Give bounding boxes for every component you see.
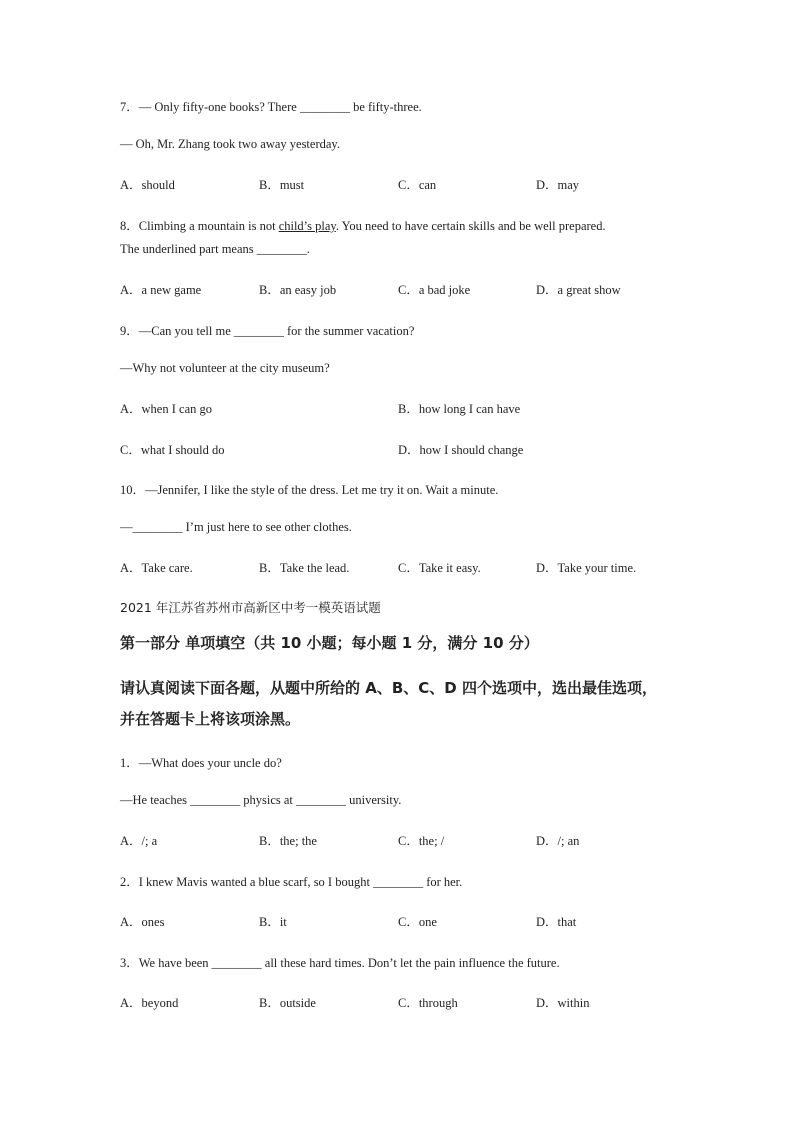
q8-stem — [120, 216, 606, 234]
q7-reply: — Oh, Mr. Zhang took two away yesterday. — [120, 137, 340, 151]
q8-option-a: A．a new game — [120, 283, 202, 297]
q1-option-c: C．the; / — [398, 834, 445, 848]
q10-reply: —________ I’m just here to see other clothes. — [120, 520, 352, 534]
q10-option-a: A．Take care. — [120, 561, 193, 575]
exam-title: 2021 年江苏省苏州市高新区中考一模英语试题 — [120, 600, 381, 615]
q10-option-d: D．Take your time. — [536, 561, 637, 575]
q1-stem: 1．—What does your uncle do? — [120, 756, 282, 770]
q7-option-a: A．should — [120, 178, 175, 192]
q8-option-b: B．an easy job — [259, 283, 337, 297]
q10-option-b: B．Take the lead. — [259, 561, 350, 575]
q1-reply: —He teaches ________ physics at ________ university. — [120, 793, 402, 807]
q1-option-a: A．/; a — [120, 834, 158, 848]
q8-underlined-phrase: child’s play — [278, 219, 336, 233]
q3-option-d: D．within — [536, 996, 590, 1010]
q9-option-d: D．how I should change — [398, 443, 524, 457]
q1-option-b: B．the; the — [259, 834, 317, 848]
q2-option-b: B．it — [259, 915, 287, 929]
q3-stem: 3．We have been ________ all these hard times. Don’t let the pain influence the future. — [120, 956, 560, 970]
q9-option-b: B．how long I can have — [398, 402, 521, 416]
q8-option-c: C．a bad joke — [398, 283, 471, 297]
section-heading: 第一部分 单项填空（共 10 小题；每小题 1 分，满分 10 分） — [120, 634, 539, 652]
q9-reply: —Why not volunteer at the city museum? — [120, 361, 330, 375]
q7-option-c: C．can — [398, 178, 437, 192]
q3-option-b: B．outside — [259, 996, 316, 1010]
q9-option-c: C．what I should do — [120, 443, 225, 457]
q9-option-a: A．when I can go — [120, 402, 212, 416]
q9-stem: 9．—Can you tell me ________ for the summer vacation? — [120, 324, 415, 338]
q2-stem: 2．I knew Mavis wanted a blue scarf, so I bought ________ for her. — [120, 875, 463, 889]
q3-option-c: C．through — [398, 996, 458, 1010]
q2-option-a: A．ones — [120, 915, 165, 929]
q8-option-d: D．a great show — [536, 283, 621, 297]
q7-stem: 7．— Only fifty-one books? There ________ be fifty-three. — [120, 100, 422, 114]
q8-stem-post: . You need to have certain skills and be well prepared. — [335, 219, 606, 233]
q2-option-d: D．that — [536, 915, 577, 929]
q8-stem-pre: 8．Climbing a mountain is not — [120, 219, 279, 233]
q10-option-c: C．Take it easy. — [398, 561, 481, 575]
q7-option-b: B．must — [259, 178, 305, 192]
instruction-line-2: 并在答题卡上将该项涂黑。 — [120, 710, 301, 728]
q3-option-a: A．beyond — [120, 996, 179, 1010]
q2-option-c: C．one — [398, 915, 437, 929]
q10-stem: 10．—Jennifer, I like the style of the dress. Let me try it on. Wait a minute. — [120, 483, 499, 497]
q1-option-d: D．/; an — [536, 834, 580, 848]
q7-option-d: D．may — [536, 178, 580, 192]
q8-stem-line2: The underlined part means ________. — [120, 242, 310, 256]
instruction-line-1: 请认真阅读下面各题，从题中所给的 A、B、C、D 四个选项中，选出最佳选项， — [120, 679, 657, 697]
